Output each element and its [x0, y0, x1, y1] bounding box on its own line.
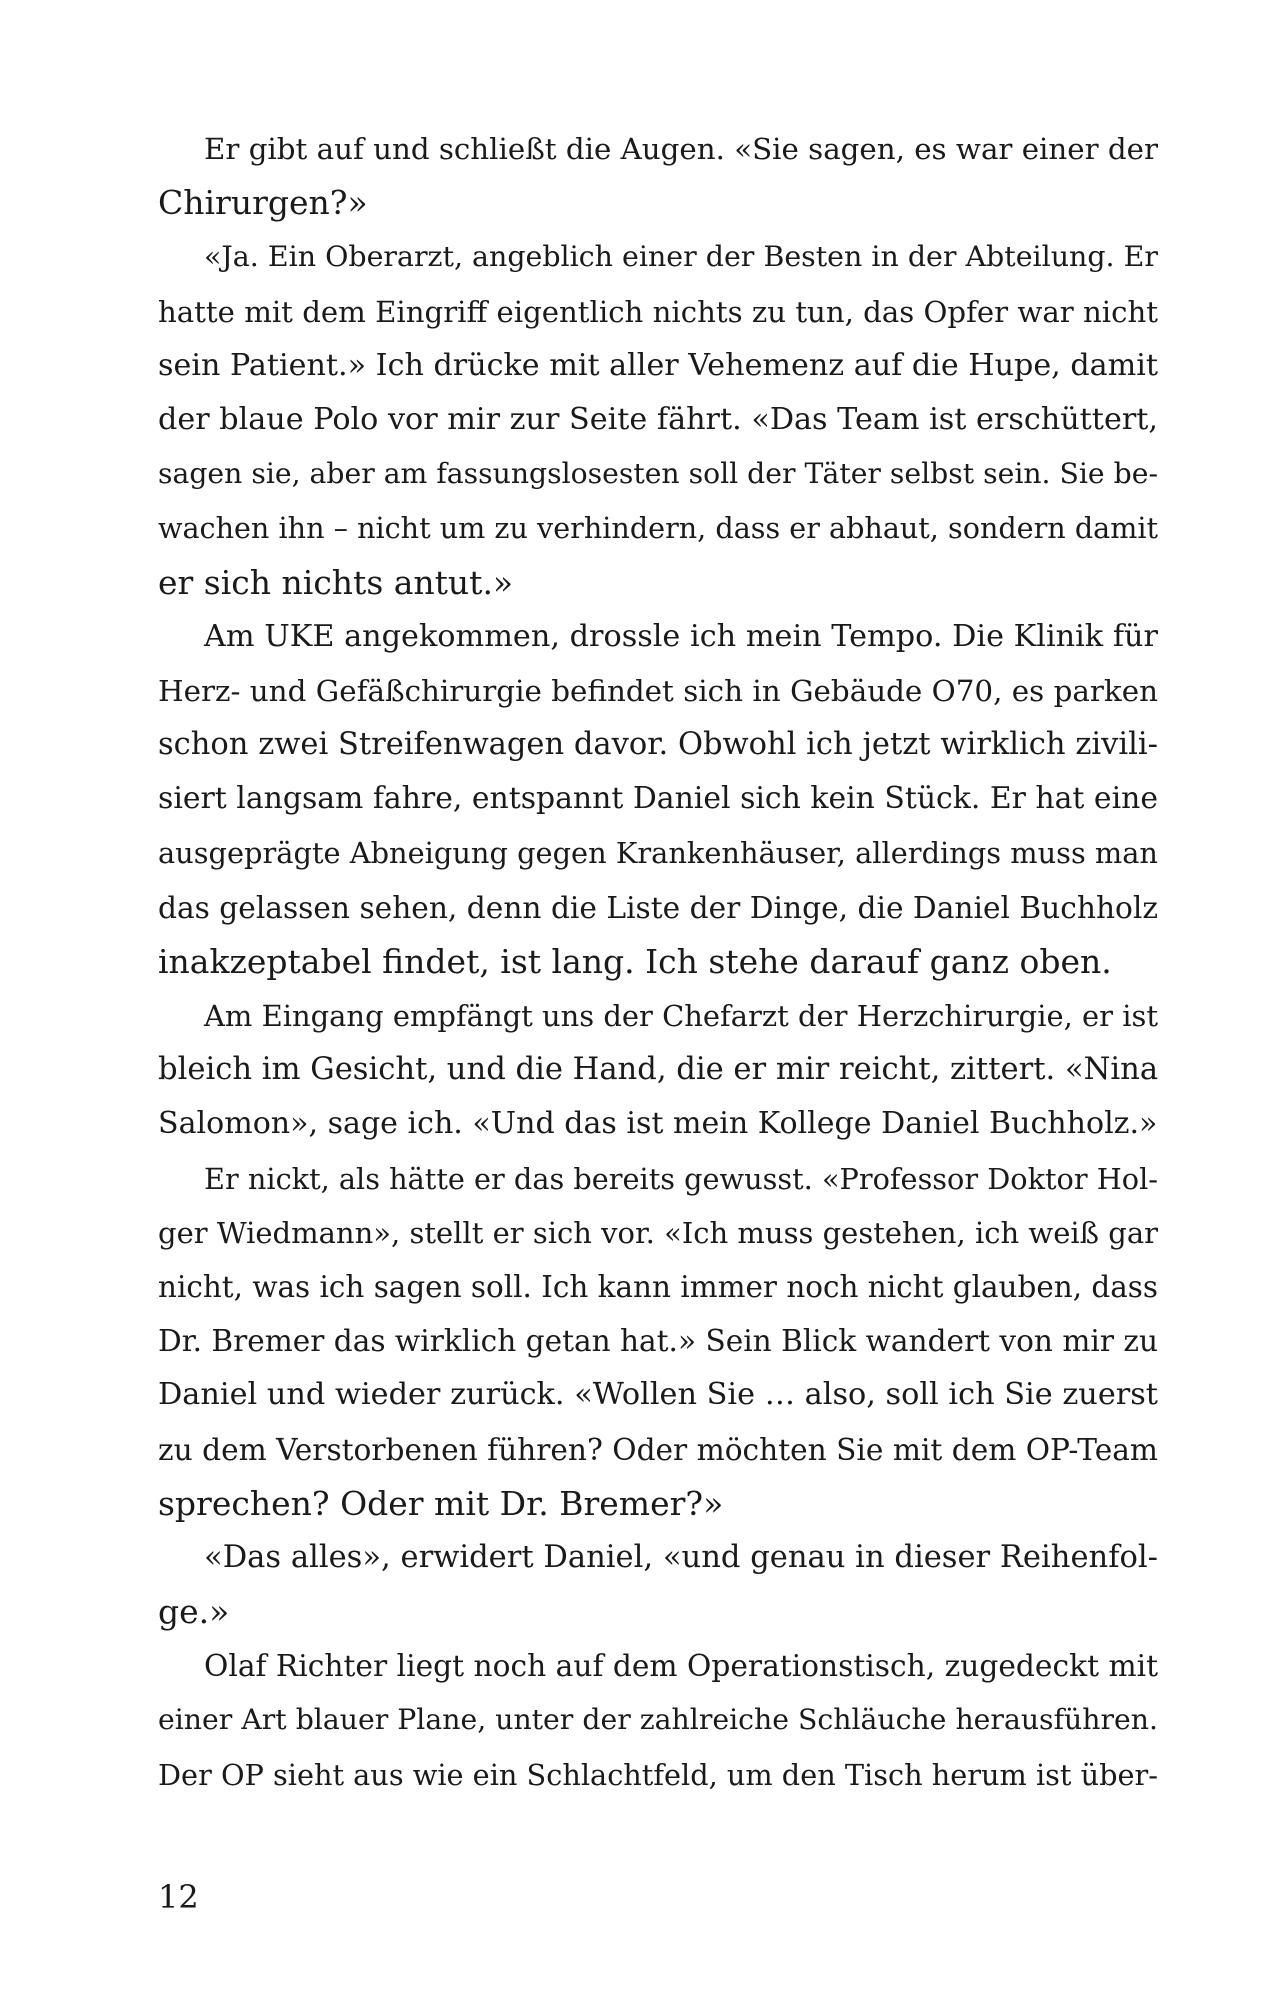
text-line: bleich im Gesicht, und die Hand, die er mir reicht, zittert. «Nina	[158, 1052, 1159, 1088]
text-line: einer Art blauer Plane, unter der zahlreiche Schläuche herausführen.	[158, 1703, 1158, 1737]
text-line: Herz- und Gefäßchirurgie befindet sich in Gebäude O70, es parken	[158, 673, 1158, 708]
text-line: wachen ihn – nicht um zu verhindern, dass er abhaut, sondern damit	[158, 511, 1158, 546]
text-line: sprechen? Oder mit Dr. Bremer?»	[158, 1483, 724, 1523]
text-line: schon zwei Streifenwagen davor. Obwohl ich jetzt wirklich zivili-	[158, 727, 1158, 763]
text-line: Der OP sieht aus wie ein Schlachtfeld, um den Tisch herum ist über-	[158, 1757, 1158, 1792]
text-line: Olaf Richter liegt noch auf dem Operationstisch, zugedeckt mit	[204, 1648, 1158, 1684]
text-line: sein Patient.» Ich drücke mit aller Vehemenz auf die Hupe, damit	[158, 347, 1158, 383]
text-line: Dr. Bremer das wirklich getan hat.» Sein Blick wandert von mir zu	[158, 1324, 1158, 1359]
text-line: ger Wiedmann», stellt er sich vor. «Ich muss gestehen, ich weiß gar	[158, 1215, 1158, 1250]
text-line: nicht, was ich sagen soll. Ich kann immer noch nicht glauben, dass	[158, 1269, 1158, 1304]
text-line: der blaue Polo vor mir zur Seite fährt. «Das Team ist erschüttert,	[158, 401, 1158, 437]
text-line: zu dem Verstorbenen führen? Oder möchten Sie mit dem OP-Team	[158, 1432, 1158, 1467]
text-line: ausgeprägte Abneigung gegen Krankenhäuser, allerdings muss man	[158, 836, 1158, 871]
text-line: hatte mit dem Eingriff eigentlich nichts zu tun, das Opfer war nicht	[158, 294, 1158, 329]
text-line: sagen sie, aber am fassungslosesten soll der Täter selbst sein. Sie be-	[158, 457, 1158, 491]
text-line: Am UKE angekommen, drossle ich mein Tempo. Die Klinik für	[204, 618, 1158, 654]
text-line: siert langsam fahre, entspannt Daniel sich kein Stück. Er hat eine	[158, 781, 1158, 817]
text-line: Chirurgen?»	[158, 183, 368, 223]
text-line: «Ja. Ein Oberarzt, angeblich einer der Besten in der Abteilung. Er	[204, 240, 1158, 274]
text-line: Am Eingang empfängt uns der Chefarzt der Herzchirurgie, er ist	[204, 999, 1158, 1033]
text-line: Er nickt, als hätte er das bereits gewusst. «Professor Doktor Hol-	[204, 1161, 1158, 1196]
text-line: das gelassen sehen, denn die Liste der Dinge, die Daniel Buchholz	[158, 889, 1158, 925]
text-line: Salomon», sage ich. «Und das ist mein Kollege Daniel Buchholz.»	[158, 1106, 1158, 1142]
text-line: Er gibt auf und schließt die Augen. «Sie sagen, es war einer der	[204, 132, 1158, 166]
text-line: er sich nichts antut.»	[158, 562, 514, 602]
text-line: Daniel und wieder zurück. «Wollen Sie … also, soll ich Sie zuerst	[158, 1377, 1158, 1413]
page-number: 12	[158, 1878, 199, 1916]
text-line: ge.»	[158, 1592, 230, 1632]
text-line: «Das alles», erwidert Daniel, «und genau in dieser Reihenfol-	[204, 1539, 1158, 1575]
text-line: inakzeptabel findet, ist lang. Ich stehe darauf ganz oben.	[158, 941, 1112, 981]
body-text	[158, 122, 1158, 1802]
